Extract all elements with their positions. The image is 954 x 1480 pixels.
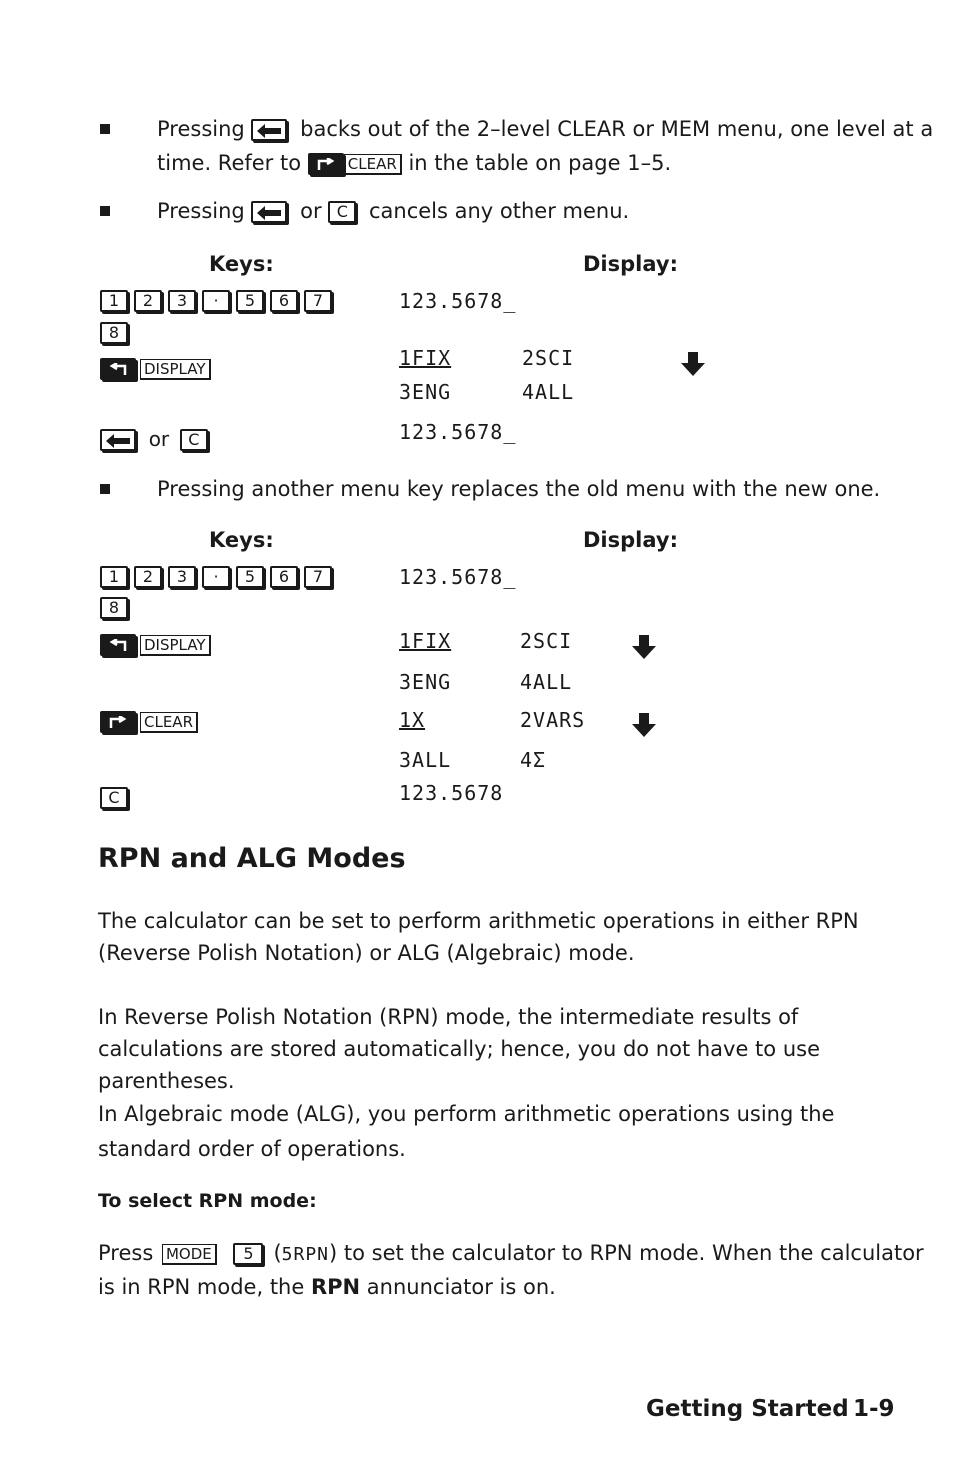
text: ) to set the calculator to RPN mode. When the calculator <box>329 1241 924 1265</box>
left-arrow-icon <box>106 434 130 448</box>
display-key-row <box>100 629 211 659</box>
menu-item-1fix: 1FIX <box>399 346 452 370</box>
text: is in RPN mode, the <box>98 1275 305 1299</box>
backspace-key <box>100 429 136 451</box>
footer-title: Getting Started <box>646 1396 849 1422</box>
right-shift-icon <box>107 716 129 730</box>
down-arrow-icon <box>632 713 656 737</box>
key-decimal: · <box>202 566 230 588</box>
key-3: 3 <box>168 290 196 312</box>
text: Pressing <box>157 199 245 223</box>
c-key-row <box>100 782 134 812</box>
display-header: Display: <box>583 528 678 552</box>
right-shift-key <box>100 711 136 733</box>
menu-item-4all: 4ALL <box>520 670 573 694</box>
text: or <box>148 427 170 451</box>
key-8: 8 <box>100 597 128 619</box>
text: in the table on page 1–5. <box>408 151 672 175</box>
key-8: 8 <box>100 322 128 344</box>
bullet-marker <box>100 124 110 134</box>
menu-item-4sigma: 4Σ <box>520 748 547 772</box>
digit-8-row <box>100 592 134 622</box>
rpn-instructions-line-1: Press MODE 5 (5RPN) to set the calculator to RPN mode. When the calculator <box>98 1241 924 1265</box>
rpn-instructions-line-2 <box>98 1270 556 1304</box>
clear-key: CLEAR <box>140 712 198 733</box>
paragraph-2: In Reverse Polish Notation (RPN) mode, the intermediate results of calculations are stored automatically; hence, you do not have to use parentheses. <box>98 1005 820 1093</box>
menu-item-2sci: 2SCI <box>522 346 575 370</box>
bullet-2 <box>157 194 629 228</box>
key-3: 3 <box>168 566 196 588</box>
menu-item-2vars: 2VARS <box>520 708 586 732</box>
key-6: 6 <box>270 290 298 312</box>
key-5: 5 <box>233 1243 263 1265</box>
right-shift-icon <box>315 158 337 172</box>
key-7: 7 <box>304 290 332 312</box>
clear-key-row <box>100 706 198 736</box>
page-number: 1-9 <box>853 1396 895 1422</box>
left-shift-key <box>100 634 136 656</box>
backspace-or-c-row <box>100 424 214 454</box>
key-6: 6 <box>270 566 298 588</box>
lcd-display-1: 123.5678_ <box>399 565 517 589</box>
bullet-marker <box>100 206 110 216</box>
menu-item-3all: 3ALL <box>399 748 452 772</box>
menu-item-1fix: 1FIX <box>399 629 452 653</box>
text: Pressing <box>157 117 245 141</box>
clear-key: CLEAR <box>344 154 402 175</box>
c-key: C <box>180 429 208 451</box>
backspace-key <box>251 201 287 223</box>
menu-item-4all: 4ALL <box>522 380 575 404</box>
key-5: 5 <box>236 566 264 588</box>
lcd-display-2: 123.5678_ <box>399 420 517 444</box>
lcd-display-2: 123.5678 <box>399 781 504 805</box>
lcd-rpn: 5RPN <box>281 1244 329 1265</box>
key-2: 2 <box>134 290 162 312</box>
c-key: C <box>100 787 128 809</box>
left-shift-icon <box>107 363 129 377</box>
display-key-row <box>100 353 211 383</box>
paragraph-1: The calculator can be set to perform arithmetic operations in either RPN (Reverse Polish Notation) or ALG (Algebraic) mode. <box>98 909 859 965</box>
keys-header: Keys: <box>209 252 274 276</box>
bullet-3: Pressing another menu key replaces the old menu with the new one. <box>157 477 881 501</box>
left-arrow-icon <box>257 124 281 138</box>
left-shift-key <box>100 358 136 380</box>
key-1: 1 <box>100 566 128 588</box>
paragraph-3: In Algebraic mode (ALG), you perform arithmetic operations using the standard order of operations. <box>98 1102 835 1161</box>
rpn-annunciator-label: RPN <box>310 1275 361 1299</box>
keys-header: Keys: <box>209 528 274 552</box>
text: time. Refer to <box>157 151 302 175</box>
menu-item-1x: 1X <box>399 708 426 732</box>
bullet-marker <box>100 484 110 494</box>
section-title: RPN and ALG Modes <box>98 843 406 874</box>
menu-item-3eng: 3ENG <box>399 670 452 694</box>
digit-keys-row <box>100 561 338 591</box>
key-7: 7 <box>304 566 332 588</box>
text: backs out of the 2–level CLEAR or MEM menu, one level at a <box>300 117 934 141</box>
down-arrow-icon <box>681 352 705 376</box>
display-header: Display: <box>583 252 678 276</box>
key-1: 1 <box>100 290 128 312</box>
display-key: DISPLAY <box>140 359 211 380</box>
bullet-1-line-1 <box>157 112 933 146</box>
menu-item-3eng: 3ENG <box>399 380 452 404</box>
key-decimal: · <box>202 290 230 312</box>
left-shift-icon <box>107 639 129 653</box>
bullet-1-line-2 <box>157 146 671 180</box>
digit-8-row <box>100 317 134 347</box>
key-5: 5 <box>236 290 264 312</box>
lcd-display-1: 123.5678_ <box>399 289 517 313</box>
text: annunciator is on. <box>366 1275 556 1299</box>
menu-item-2sci: 2SCI <box>520 629 573 653</box>
c-key: C <box>328 201 356 223</box>
backspace-key <box>251 119 287 141</box>
text: or <box>300 199 322 223</box>
subheading: To select RPN mode: <box>98 1190 317 1212</box>
text: Press <box>98 1241 154 1265</box>
down-arrow-icon <box>632 635 656 659</box>
text: cancels any other menu. <box>368 199 630 223</box>
display-key: DISPLAY <box>140 635 211 656</box>
mode-key: MODE <box>162 1244 217 1265</box>
left-arrow-icon <box>257 206 281 220</box>
right-shift-key <box>308 153 344 175</box>
digit-keys-row <box>100 285 338 315</box>
key-2: 2 <box>134 566 162 588</box>
